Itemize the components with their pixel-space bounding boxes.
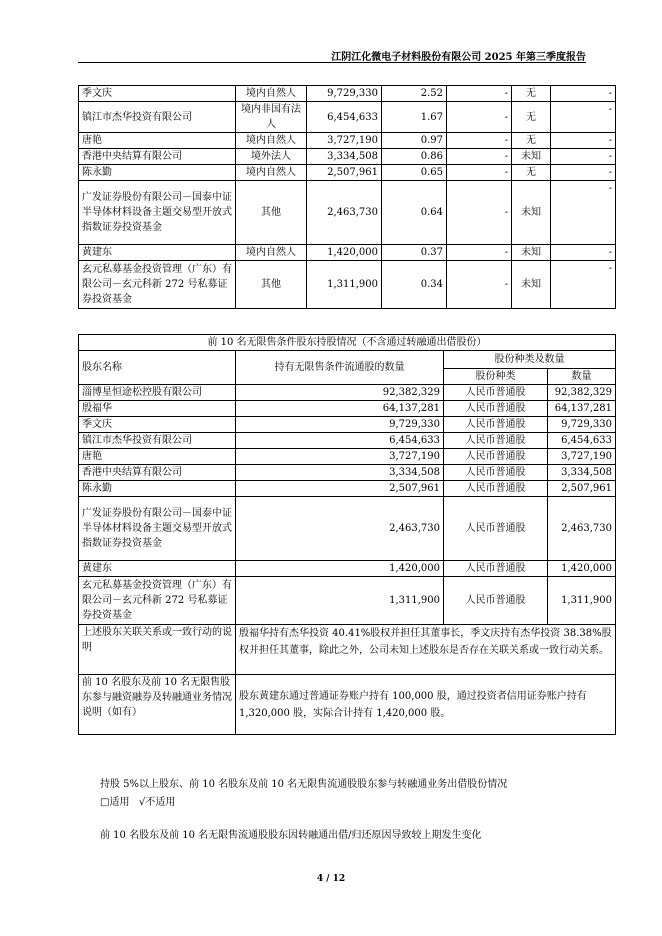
holder-name: 镇江市杰华投资有限公司 [79, 102, 236, 133]
table-row [79, 401, 616, 417]
unres-type: 人民币普通股 [444, 497, 548, 561]
unres-count: 1,311,900 [548, 577, 616, 625]
holder-nature: 境内自然人 [236, 165, 307, 181]
unres-type: 人民币普通股 [444, 433, 548, 449]
table-row [79, 433, 616, 449]
holder-pledge-status: 未知 [512, 261, 551, 309]
col-header-type-group: 股份种类及数量 [444, 351, 616, 369]
holder-pledge-status: 未知 [512, 181, 551, 245]
holder-pledge-qty: - [551, 133, 616, 149]
unres-type: 人民币普通股 [444, 561, 548, 577]
unres-count: 2,463,730 [548, 497, 616, 561]
table-row [79, 561, 616, 577]
holder-nature: 境内自然人 [236, 86, 307, 102]
table-row [79, 102, 616, 133]
holder-restricted: - [447, 245, 512, 261]
unres-holder-name: 淄博星恒途松控股有限公司 [79, 385, 236, 401]
table-row [79, 497, 616, 561]
table-row [79, 465, 616, 481]
holder-shares: 9,729,330 [307, 86, 382, 102]
col-header-count: 数量 [548, 369, 616, 385]
unres-type: 人民币普通股 [444, 577, 548, 625]
unres-holder-name: 黄建东 [79, 561, 236, 577]
holder-pledge-status: 无 [512, 102, 551, 133]
option-not-applicable: √不适用 [139, 797, 176, 808]
holder-nature: 境内自然人 [236, 133, 307, 149]
holder-pct: 0.64 [382, 181, 447, 245]
holder-shares: 3,727,190 [307, 133, 382, 149]
holder-pledge-qty: - [551, 149, 616, 165]
holder-shares: 3,334,508 [307, 149, 382, 165]
unres-holder-name: 季文庆 [79, 417, 236, 433]
holder-nature: 其他 [236, 181, 307, 245]
holder-pledge-qty: - [551, 165, 616, 181]
unres-qty: 64,137,281 [236, 401, 444, 417]
page-number: 4 / 12 [316, 874, 346, 884]
unres-type: 人民币普通股 [444, 465, 548, 481]
holder-pledge-qty: - [551, 245, 616, 261]
table-row [79, 86, 616, 102]
section-title: 前 10 名无限售条件股东持股情况（不含通过转融通出借股份） [79, 335, 616, 351]
unres-type: 人民币普通股 [444, 481, 548, 497]
holder-pledge-qty: - [551, 102, 616, 133]
holder-restricted: - [447, 181, 512, 245]
col-header-qty: 持有无限售条件流通股的数量 [236, 351, 444, 385]
holder-name: 黄建东 [79, 245, 236, 261]
unres-holder-name: 唐艳 [79, 449, 236, 465]
holder-name: 季文庆 [79, 86, 236, 102]
holder-pledge-qty: - [551, 181, 616, 245]
table-row [79, 385, 616, 401]
holder-restricted: - [447, 149, 512, 165]
holder-restricted: - [447, 102, 512, 133]
table-row [79, 245, 616, 261]
unres-count: 2,507,961 [548, 481, 616, 497]
col-header-type: 股份种类 [444, 369, 548, 385]
margin-label: 前 10 名股东及前 10 名无限售股东参与融资融券及转融通业务情况说明（如有） [79, 675, 236, 735]
unres-count: 92,382,329 [548, 385, 616, 401]
unres-qty: 9,729,330 [236, 417, 444, 433]
lending-note: 持股 5%以上股东、前 10 名股东及前 10 名无限售流通股股东参与转融通业务出借股份情况 [100, 779, 508, 790]
holder-pct: 1.67 [382, 102, 447, 133]
unres-count: 64,137,281 [548, 401, 616, 417]
holder-pledge-qty: - [551, 86, 616, 102]
report-header: 江阴江化微电子材料股份有限公司 2025 年第三季度报告 [331, 52, 586, 63]
col-header-holder: 股东名称 [79, 351, 236, 385]
holder-pct: 0.34 [382, 261, 447, 309]
holder-pledge-status: 无 [512, 165, 551, 181]
header-divider [78, 62, 586, 63]
table-row [79, 261, 616, 309]
table-row [79, 417, 616, 433]
holder-pct: 0.97 [382, 133, 447, 149]
unres-holder-name: 香港中央结算有限公司 [79, 465, 236, 481]
holder-pct: 2.52 [382, 86, 447, 102]
margin-text: 股东黄建东通过普通证券账户持有 100,000 股，通过投资者信用证券账户持有 1,320,000 股，实际合计持有 1,420,000 股。 [236, 675, 616, 735]
table-row [79, 577, 616, 625]
holder-pct: 0.86 [382, 149, 447, 165]
holder-restricted: - [447, 86, 512, 102]
unres-count: 9,729,330 [548, 417, 616, 433]
holder-pct: 0.37 [382, 245, 447, 261]
holder-name: 香港中央结算有限公司 [79, 149, 236, 165]
unres-holder-name: 玄元私募基金投资管理（广东）有限公司－玄元科新 272 号私募证券投资基金 [79, 577, 236, 625]
holder-pledge-status: 未知 [512, 245, 551, 261]
holder-shares: 2,463,730 [307, 181, 382, 245]
table-row [79, 449, 616, 465]
unrestricted-holders-table [78, 334, 616, 735]
holder-nature: 境内自然人 [236, 245, 307, 261]
relation-text: 殷福华持有杰华投资 40.41%股权并担任其董事长，季文庆持有杰华投资 38.38%股权并担任其董事，除此之外，公司未知上述股东是否存在关联关系或一致行动关系。 [236, 625, 616, 675]
holder-pledge-status: 未知 [512, 149, 551, 165]
table-row [79, 181, 616, 245]
option-applicable: □适用 [100, 797, 130, 808]
applicability-options [100, 793, 175, 808]
holder-shares: 6,454,633 [307, 102, 382, 133]
unres-holder-name: 镇江市杰华投资有限公司 [79, 433, 236, 449]
unres-qty: 2,507,961 [236, 481, 444, 497]
unres-type: 人民币普通股 [444, 385, 548, 401]
unres-holder-name: 陈永勤 [79, 481, 236, 497]
holder-shares: 1,420,000 [307, 245, 382, 261]
unres-holder-name: 殷福华 [79, 401, 236, 417]
table-row [79, 133, 616, 149]
unres-count: 3,727,190 [548, 449, 616, 465]
unres-count: 3,334,508 [548, 465, 616, 481]
holder-pledge-qty: - [551, 261, 616, 309]
unres-qty: 2,463,730 [236, 497, 444, 561]
unres-count: 1,420,000 [548, 561, 616, 577]
unres-type: 人民币普通股 [444, 401, 548, 417]
unres-qty: 1,311,900 [236, 577, 444, 625]
unres-qty: 1,420,000 [236, 561, 444, 577]
holder-name: 玄元私募基金投资管理（广东）有限公司－玄元科新 272 号私募证券投资基金 [79, 261, 236, 309]
holder-restricted: - [447, 261, 512, 309]
top10-holders-table [78, 85, 616, 309]
holder-name: 陈永勤 [79, 165, 236, 181]
unres-count: 6,454,633 [548, 433, 616, 449]
holder-nature: 其他 [236, 261, 307, 309]
table-row [79, 149, 616, 165]
unres-type: 人民币普通股 [444, 449, 548, 465]
holder-pledge-status: 无 [512, 86, 551, 102]
holder-restricted: - [447, 133, 512, 149]
holder-pct: 0.65 [382, 165, 447, 181]
change-note: 前 10 名股东及前 10 名无限售流通股股东因转融通出借/归还原因导致较上期发生变化 [100, 830, 482, 841]
table-row [79, 481, 616, 497]
unres-qty: 3,727,190 [236, 449, 444, 465]
unres-qty: 92,382,329 [236, 385, 444, 401]
holder-restricted: - [447, 165, 512, 181]
unres-holder-name: 广发证券股份有限公司－国泰中证半导体材料设备主题交易型开放式指数证券投资基金 [79, 497, 236, 561]
holder-pledge-status: 无 [512, 133, 551, 149]
unres-type: 人民币普通股 [444, 417, 548, 433]
holder-shares: 1,311,900 [307, 261, 382, 309]
holder-name: 唐艳 [79, 133, 236, 149]
holder-shares: 2,507,961 [307, 165, 382, 181]
unres-qty: 6,454,633 [236, 433, 444, 449]
holder-nature: 境内非国有法人 [236, 102, 307, 133]
holder-nature: 境外法人 [236, 149, 307, 165]
unres-qty: 3,334,508 [236, 465, 444, 481]
relation-label: 上述股东关联关系或一致行动的说明 [79, 625, 236, 675]
holder-name: 广发证券股份有限公司－国泰中证半导体材料设备主题交易型开放式指数证券投资基金 [79, 181, 236, 245]
table-row [79, 165, 616, 181]
